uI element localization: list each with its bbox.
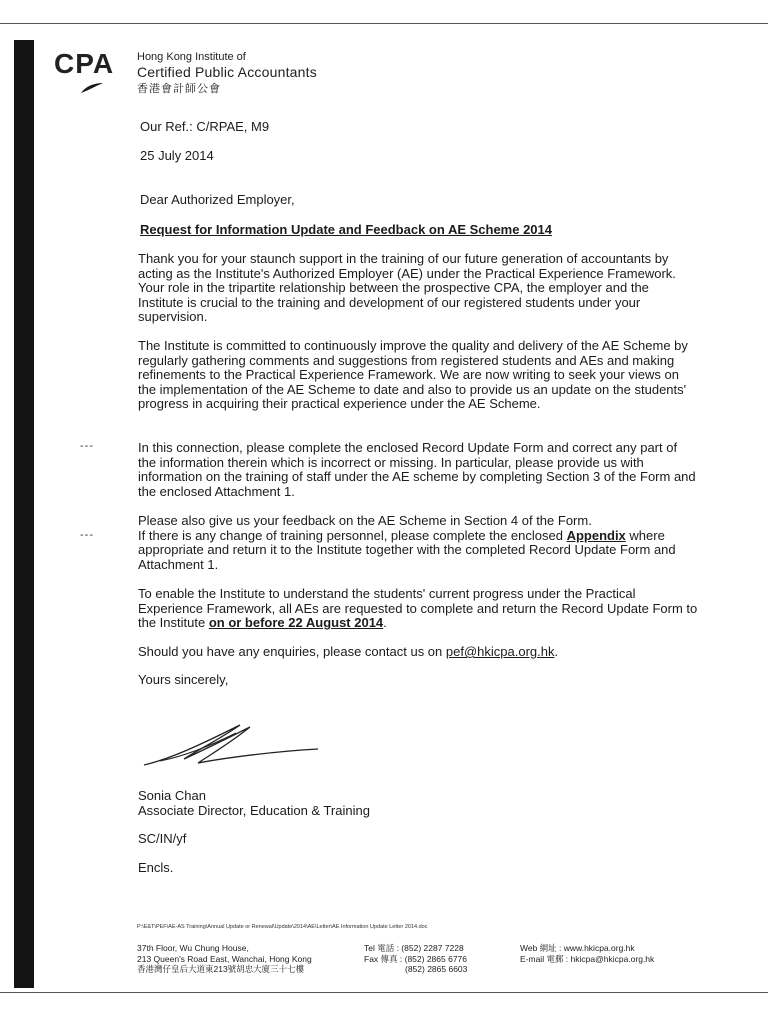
letter-date: 25 July 2014 [140,148,214,163]
paragraph-2: The Institute is committed to continuously improve the quality and delivery of the AE Scheme by regularly gathering comments and suggestions from registered students and AEs and making refinements to the Practical Experience Framework. We are now writing to seek your views on the implementation of the AE Scheme to date and also to provide us an update on the students' progress in acquiring their practical experience under the AE Scheme. [138,338,688,412]
margin-mark-2: --- [80,529,94,541]
org-name-chinese: 香港會計師公會 [137,83,221,95]
cpa-logo [54,50,120,100]
top-scan-rule [0,23,768,24]
fax-line2: (852) 2865 6603 [405,964,468,974]
closing: Yours sincerely, [138,672,229,687]
logo-text: CPA [54,48,115,79]
email-line: E-mail 電郵 : hkicpa@hkicpa.org.hk [520,953,655,964]
paragraph-4-body [138,529,698,573]
tel-line: Tel 電話 : (852) 2287 7228 [364,943,464,953]
signatory-name: Sonia Chan [138,788,206,803]
footer-web [520,943,654,964]
enclosures: Encls. [138,860,174,875]
subject-line: Request for Information Update and Feedback on AE Scheme 2014 [140,222,553,237]
reference: Our Ref.: C/RPAE, M9 [140,119,270,134]
logo-swoosh-icon [80,82,104,94]
file-path: P:\E&T\PEF\AE-AS Training\Annual Update or Renewal\Update\2014\AE\Letter\AE Information Update Letter 2014.doc [137,924,428,930]
contact-email-link[interactable]: pef@hkicpa.org.hk [445,644,555,659]
deadline-date: on or before 22 August 2014 [208,615,384,631]
fax-line1: Fax 傳真 : (852) 2865 6776 [364,953,468,964]
paragraph-4-text-a: If there is any change of training personnel, please complete the enclosed [138,527,567,543]
paragraph-4-line1: Please also give us your feedback on the AE Scheme in Section 4 of the Form. [138,513,592,528]
address-line3-chinese: 香港灣仔皇后大道東213號胡忠大廈三十七樓 [137,964,305,974]
paragraph-6-text-b: . [554,644,559,659]
footer-address [137,943,312,975]
appendix-reference: Appendix [566,527,626,543]
web-line: Web 網址 : www.hkicpa.org.hk [520,943,635,953]
salutation: Dear Authorized Employer, [140,192,295,207]
paragraph-1: Thank you for your staunch support in the training of our future generation of accountants by acting as the Institute's Authorized Employer (AE) under the Practical Experience Framework. Your role in the tripartite relationship between the prospective CPA, the employer and the Institute is crucial to the training and development of our registered students under your supervision. [138,251,676,325]
paragraph-5-text-b: . [383,615,387,631]
paragraph-3: In this connection, please complete the enclosed Record Update Form and correct any part of the information therein which is incorrect or missing. In particular, please provide us with information on the training of staff under the AE scheme by completing Section 3 of the Form and the enclosed Attachment 1. [138,440,696,499]
scan-edge-bar [14,40,34,988]
address-line2: 213 Queen's Road East, Wanchai, Hong Kong [137,953,312,964]
paragraph-4 [138,514,698,572]
margin-mark-1: --- [80,440,94,452]
paragraph-5-text-a: To enable the Institute to understand the students' current progress under the Practical Experience Framework, all AEs are requested to complete and return the Record Update Form to the Institute [138,586,698,631]
paragraph-6-text-a: Should you have any enquiries, please contact us on [138,644,446,659]
bottom-scan-rule [0,992,768,993]
paragraph-6 [138,645,698,660]
initials: SC/IN/yf [138,831,187,846]
org-name-line1: Hong Kong Institute of [137,51,246,63]
footer-phone [364,943,467,975]
paragraph-5 [138,587,698,631]
signatory-title: Associate Director, Education & Training [138,803,370,818]
address-line1: 37th Floor, Wu Chung House, [137,943,249,953]
org-name-line2: Certified Public Accountants [137,64,317,80]
signature [140,715,330,775]
paragraph-4-text-b: where appropriate and return it to the Institute together with the completed Record Update Form and Attachment 1. [138,527,676,572]
